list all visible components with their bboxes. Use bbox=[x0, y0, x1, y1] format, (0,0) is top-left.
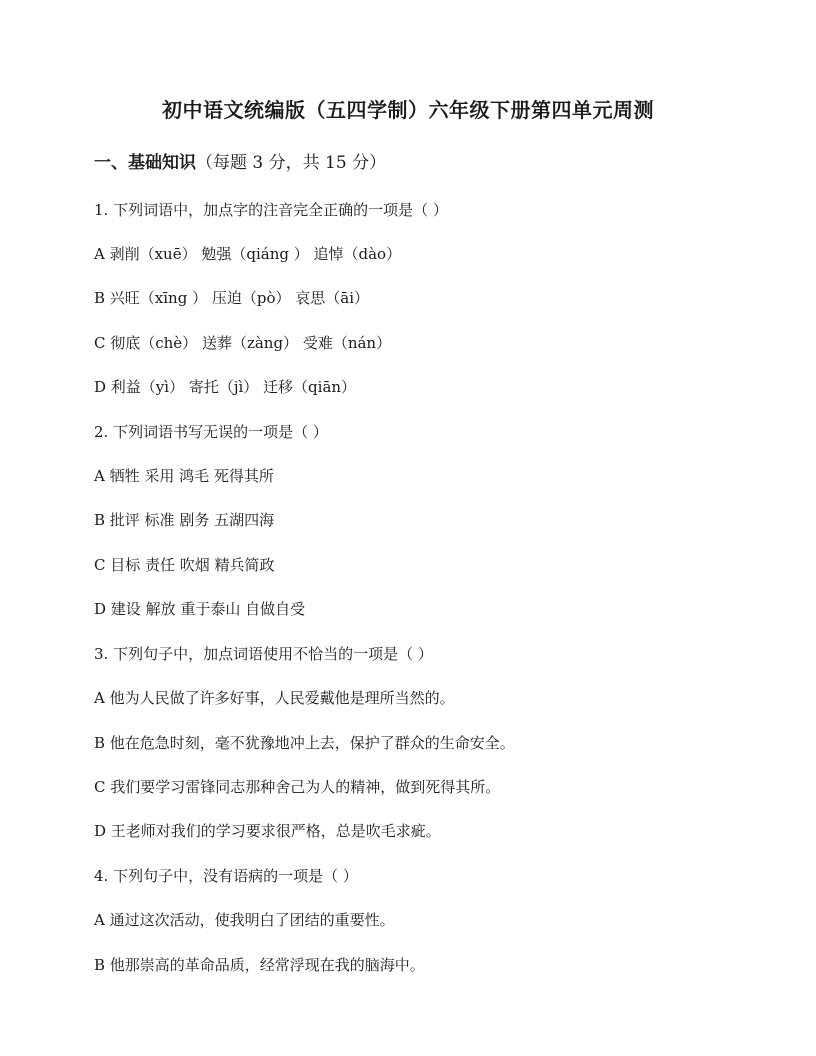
section-heading bbox=[94, 148, 386, 173]
question-2-option-d: D 建设 解放 重于泰山 自做自受 bbox=[94, 600, 306, 618]
question-3-option-d: D 王老师对我们的学习要求很严格，总是吹毛求疵。 bbox=[94, 822, 441, 840]
question-1-option-b: B 兴旺（xīng ） 压迫（pò） 哀思（āi） bbox=[94, 289, 369, 307]
question-2-option-c: C 目标 责任 吹烟 精兵简政 bbox=[94, 556, 275, 574]
question-3-option-c: C 我们要学习雷锋同志那种舍己为人的精神，做到死得其所。 bbox=[94, 778, 501, 796]
question-2-option-b: B 批评 标准 剧务 五湖四海 bbox=[94, 511, 275, 529]
question-1-option-d: D 利益（yì） 寄托（jì） 迁移（qiān） bbox=[94, 378, 357, 396]
question-3-stem: 3. 下列句子中，加点词语使用不恰当的一项是（ ） bbox=[94, 645, 433, 663]
document-title: 初中语文统编版（五四学制）六年级下册第四单元周测 bbox=[162, 98, 654, 122]
question-1-option-a: A 剥削（xuē） 勉强（qiáng ） 追悼（dào） bbox=[94, 245, 402, 263]
question-4-stem: 4. 下列句子中，没有语病的一项是（ ） bbox=[94, 867, 358, 885]
question-2-stem: 2. 下列词语书写无误的一项是（ ） bbox=[94, 423, 328, 441]
question-2-option-a: A 牺牲 采用 鸿毛 死得其所 bbox=[94, 467, 274, 485]
question-3-option-a: A 他为人民做了许多好事，人民爱戴他是理所当然的。 bbox=[94, 689, 455, 707]
question-1-stem: 1. 下列词语中，加点字的注音完全正确的一项是（ ） bbox=[94, 201, 448, 219]
question-3-option-b: B 他在危急时刻，毫不犹豫地冲上去，保护了群众的生命安全。 bbox=[94, 734, 515, 752]
section-heading-label: 一、基础知识 bbox=[94, 153, 196, 173]
question-4-option-b: B 他那崇高的革命品质，经常浮现在我的脑海中。 bbox=[94, 956, 425, 974]
question-1-option-c: C 彻底（chè） 送葬（zàng） 受难（nán） bbox=[94, 334, 392, 352]
section-heading-scoring: （每题 3 分，共 15 分） bbox=[196, 153, 387, 173]
question-4-option-a: A 通过这次活动，使我明白了团结的重要性。 bbox=[94, 911, 395, 929]
